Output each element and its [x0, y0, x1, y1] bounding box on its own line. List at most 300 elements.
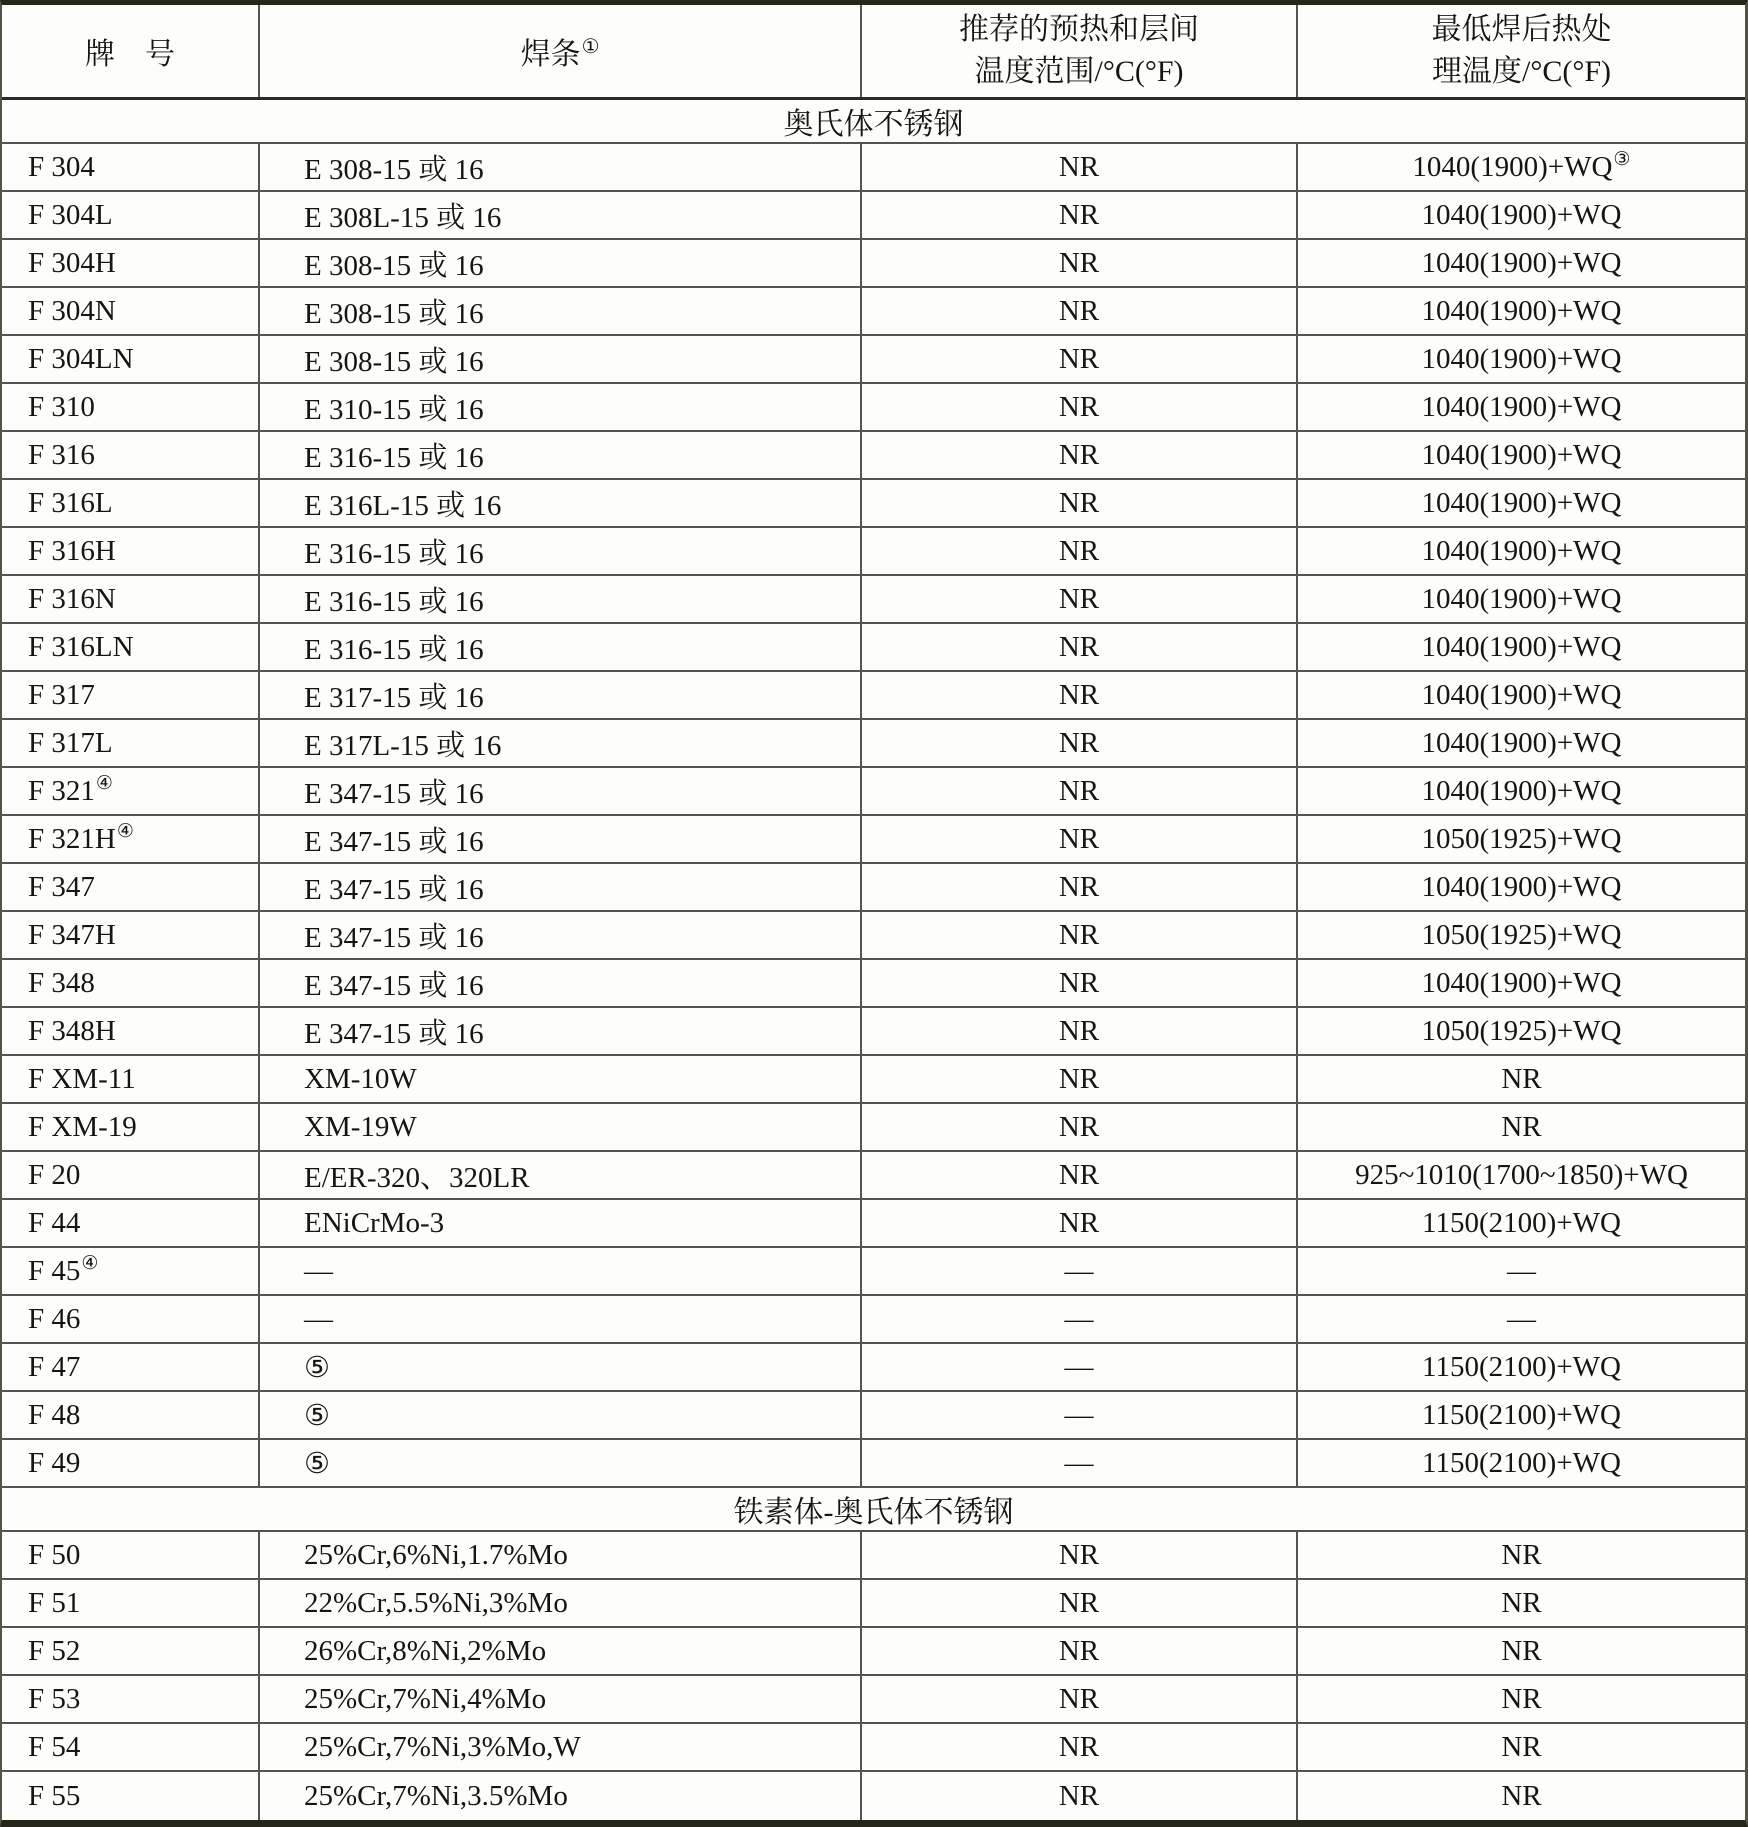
pwht-cell: [1298, 1152, 1745, 1198]
pwht-cell: [1298, 432, 1745, 478]
electrode-cell: [260, 240, 862, 286]
table-row: [2, 336, 1745, 384]
grade-cell-text: F XM-19: [28, 1110, 137, 1143]
preheat-cell: [862, 1248, 1298, 1294]
grade-cell: [2, 864, 260, 910]
table-row: [2, 1008, 1745, 1056]
electrode-cell-text: E 317-15 或 16: [304, 681, 484, 714]
electrode-cell: [260, 192, 862, 238]
electrode-cell-text: XM-10W: [304, 1062, 417, 1095]
pwht-cell: [1298, 960, 1745, 1006]
grade-cell-text: F 348: [28, 966, 95, 999]
electrode-cell-text: ⑤: [304, 1399, 330, 1432]
electrode-cell-text: 22%Cr,5.5%Ni,3%Mo: [304, 1586, 568, 1619]
grade-cell: [2, 240, 260, 286]
grade-cell: [2, 1580, 260, 1626]
pwht-cell: [1298, 1056, 1745, 1102]
grade-cell: [2, 1344, 260, 1390]
preheat-cell-text: NR: [1058, 630, 1100, 663]
table-row: [2, 1104, 1745, 1152]
grade-cell-text: F 55: [28, 1779, 81, 1812]
pwht-cell: [1298, 480, 1745, 526]
table-row: [2, 960, 1745, 1008]
electrode-cell-text: E 308-15 或 16: [304, 297, 484, 330]
grade-cell: [2, 432, 260, 478]
preheat-cell: [862, 1344, 1298, 1390]
electrode-cell: [260, 1296, 862, 1342]
electrode-cell-text: E 316-15 或 16: [304, 633, 484, 666]
pwht-cell-text: 1050(1925)+WQ: [1421, 1014, 1622, 1047]
pwht-cell-text: —: [1507, 1302, 1536, 1335]
preheat-cell-text: NR: [1058, 150, 1100, 183]
pwht-cell: [1298, 624, 1745, 670]
electrode-cell: [260, 1724, 862, 1770]
grade-cell-text: F 44: [28, 1206, 81, 1239]
preheat-cell: [862, 624, 1298, 670]
preheat-cell-text: NR: [1058, 342, 1100, 375]
electrode-cell: [260, 1392, 862, 1438]
grade-cell: [2, 1532, 260, 1578]
grade-cell-text: F 316N: [28, 582, 116, 615]
grade-cell-text: F 45④: [28, 1252, 99, 1287]
footnote-marker: ④: [81, 1252, 99, 1274]
preheat-cell-text: NR: [1058, 198, 1100, 231]
preheat-cell-text: NR: [1058, 1779, 1100, 1812]
pwht-cell-text: 1150(2100)+WQ: [1422, 1398, 1621, 1431]
preheat-cell-text: NR: [1058, 1634, 1100, 1667]
pwht-cell: [1298, 864, 1745, 910]
electrode-cell-text: —: [304, 1302, 333, 1335]
grade-cell: [2, 1296, 260, 1342]
preheat-cell: [862, 912, 1298, 958]
footnote-marker: ③: [1613, 148, 1631, 170]
section-header: [2, 1488, 1745, 1532]
preheat-cell: [862, 1056, 1298, 1102]
grade-cell: [2, 528, 260, 574]
electrode-cell-text: E 316-15 或 16: [304, 441, 484, 474]
pwht-cell: [1298, 1296, 1745, 1342]
section-title: 奥氏体不锈钢: [783, 108, 964, 141]
electrode-cell-text: ⑤: [304, 1351, 330, 1384]
grade-cell-text: F 54: [28, 1730, 81, 1763]
preheat-cell-text: NR: [1058, 1206, 1100, 1239]
preheat-cell: [862, 480, 1298, 526]
grade-cell-text: F 304H: [28, 246, 116, 279]
preheat-cell: [862, 576, 1298, 622]
preheat-cell: [862, 288, 1298, 334]
table-row: [2, 1724, 1745, 1772]
preheat-cell: [862, 1440, 1298, 1486]
electrode-cell: [260, 624, 862, 670]
grade-cell: [2, 1676, 260, 1722]
electrode-cell: [260, 816, 862, 862]
grade-cell: [2, 1628, 260, 1674]
preheat-cell-text: —: [1064, 1398, 1094, 1431]
pwht-cell: [1298, 768, 1745, 814]
pwht-cell-text: 1040(1900)+WQ: [1421, 438, 1622, 471]
electrode-cell: [260, 672, 862, 718]
table-row: [2, 432, 1745, 480]
pwht-cell-text: 1040(1900)+WQ: [1421, 486, 1622, 519]
grade-cell: [2, 1152, 260, 1198]
grade-cell: [2, 1724, 260, 1770]
grade-cell: [2, 672, 260, 718]
pwht-cell-text: 1040(1900)+WQ: [1421, 342, 1622, 375]
table-row: [2, 1344, 1745, 1392]
electrode-cell-text: E/ER-320、320LR: [304, 1161, 530, 1194]
grade-cell-text: F 304L: [28, 198, 113, 231]
grade-cell: [2, 1008, 260, 1054]
preheat-cell: [862, 1772, 1298, 1820]
pwht-cell-text: NR: [1501, 1062, 1542, 1095]
electrode-cell: [260, 1104, 862, 1150]
electrode-cell-text: E 317L-15 或 16: [304, 729, 502, 762]
preheat-cell-text: NR: [1058, 1158, 1100, 1191]
pwht-cell-text: NR: [1501, 1110, 1542, 1143]
preheat-cell-text: NR: [1058, 918, 1100, 951]
preheat-cell: [862, 1152, 1298, 1198]
pwht-cell-text: 1040(1900)+WQ: [1421, 966, 1622, 999]
electrode-cell-text: ENiCrMo-3: [304, 1206, 445, 1239]
table-row: [2, 1248, 1745, 1296]
electrode-cell-text: —: [304, 1254, 333, 1287]
grade-cell-text: F 53: [28, 1682, 81, 1715]
grade-cell-text: F 20: [28, 1158, 81, 1191]
pwht-cell-text: 1040(1900)+WQ: [1421, 630, 1622, 663]
preheat-cell-text: NR: [1058, 822, 1100, 855]
pwht-cell-text: NR: [1501, 1779, 1542, 1812]
pwht-cell-text: 1040(1900)+WQ: [1421, 246, 1622, 279]
electrode-cell: [260, 1532, 862, 1578]
grade-cell-text: F 304LN: [28, 342, 134, 375]
electrode-cell: [260, 1056, 862, 1102]
pwht-cell: [1298, 1628, 1745, 1674]
electrode-cell-text: E 308-15 或 16: [304, 345, 484, 378]
grade-cell-text: F 51: [28, 1586, 81, 1619]
table-row: [2, 672, 1745, 720]
grade-cell-text: F 347: [28, 870, 95, 903]
preheat-cell-text: NR: [1058, 1682, 1100, 1715]
table-row: [2, 864, 1745, 912]
pwht-cell: [1298, 288, 1745, 334]
electrode-cell: [260, 1248, 862, 1294]
electrode-cell-text: E 347-15 或 16: [304, 873, 484, 906]
pwht-cell-text: 1040(1900)+WQ: [1421, 582, 1622, 615]
preheat-cell: [862, 384, 1298, 430]
preheat-cell: [862, 528, 1298, 574]
grade-cell: [2, 720, 260, 766]
table-row: [2, 912, 1745, 960]
grade-cell-text: F 52: [28, 1634, 81, 1667]
preheat-cell-text: NR: [1058, 1062, 1100, 1095]
grade-cell-text: F 46: [28, 1302, 81, 1335]
grade-cell: [2, 192, 260, 238]
grade-cell: [2, 1248, 260, 1294]
pwht-cell: [1298, 1344, 1745, 1390]
preheat-cell: [862, 1580, 1298, 1626]
table-header-row: [2, 5, 1745, 100]
pwht-cell-text: 1050(1925)+WQ: [1421, 918, 1622, 951]
grade-cell-text: F 316L: [28, 486, 113, 519]
pwht-cell-text: NR: [1501, 1682, 1542, 1715]
electrode-cell-text: E 347-15 或 16: [304, 969, 484, 1002]
pwht-cell: [1298, 1200, 1745, 1246]
electrode-cell: [260, 1440, 862, 1486]
pwht-cell-text: 1150(2100)+WQ: [1422, 1206, 1621, 1239]
electrode-cell-text: 26%Cr,8%Ni,2%Mo: [304, 1634, 547, 1667]
electrode-cell-text: E 347-15 或 16: [304, 825, 484, 858]
pwht-cell: [1298, 336, 1745, 382]
pwht-cell-text: 1040(1900)+WQ: [1421, 726, 1622, 759]
electrode-cell: [260, 528, 862, 574]
grade-cell: [2, 960, 260, 1006]
electrode-cell: [260, 1628, 862, 1674]
electrode-cell: [260, 336, 862, 382]
pwht-cell: [1298, 1392, 1745, 1438]
preheat-cell: [862, 1724, 1298, 1770]
table-row: [2, 576, 1745, 624]
electrode-cell: [260, 288, 862, 334]
electrode-cell-text: 25%Cr,7%Ni,3.5%Mo: [304, 1779, 568, 1812]
preheat-cell-text: NR: [1058, 1730, 1100, 1763]
pwht-cell-text: NR: [1501, 1586, 1542, 1619]
preheat-cell: [862, 1628, 1298, 1674]
preheat-cell-text: NR: [1058, 1110, 1100, 1143]
pwht-cell-text: 1150(2100)+WQ: [1422, 1446, 1621, 1479]
pwht-cell-text: 1050(1925)+WQ: [1421, 822, 1622, 855]
pwht-cell-text: NR: [1501, 1634, 1542, 1667]
table-row: [2, 144, 1745, 192]
grade-cell: [2, 1392, 260, 1438]
pwht-cell: [1298, 1580, 1745, 1626]
grade-cell-text: F 310: [28, 390, 95, 423]
grade-cell-text: F 49: [28, 1446, 81, 1479]
preheat-cell-text: NR: [1058, 438, 1100, 471]
table-row: [2, 480, 1745, 528]
preheat-cell: [862, 1296, 1298, 1342]
table-row: [2, 1392, 1745, 1440]
table-row: [2, 816, 1745, 864]
preheat-cell-text: —: [1064, 1350, 1094, 1383]
preheat-cell-text: NR: [1058, 486, 1100, 519]
electrode-cell: [260, 1676, 862, 1722]
electrode-cell: [260, 1344, 862, 1390]
grade-cell-text: F 316H: [28, 534, 116, 567]
grade-cell: [2, 336, 260, 382]
electrode-cell-text: E 347-15 或 16: [304, 1017, 484, 1050]
table-row: [2, 1628, 1745, 1676]
preheat-cell: [862, 672, 1298, 718]
pwht-cell: [1298, 384, 1745, 430]
electrode-cell-text: ⑤: [304, 1447, 330, 1480]
electrode-cell: [260, 144, 862, 190]
electrode-cell: [260, 768, 862, 814]
electrode-cell: [260, 384, 862, 430]
preheat-cell: [862, 192, 1298, 238]
grade-cell: [2, 144, 260, 190]
electrode-cell: [260, 1772, 862, 1820]
grade-cell-text: F 316LN: [28, 630, 134, 663]
header-preheat: [862, 5, 1298, 97]
preheat-cell: [862, 720, 1298, 766]
preheat-cell-text: NR: [1058, 246, 1100, 279]
table-row: [2, 768, 1745, 816]
preheat-cell: [862, 1104, 1298, 1150]
pwht-cell: [1298, 1008, 1745, 1054]
grade-cell: [2, 912, 260, 958]
table-row: [2, 1580, 1745, 1628]
grade-cell: [2, 624, 260, 670]
preheat-cell-text: NR: [1058, 726, 1100, 759]
preheat-cell-text: —: [1064, 1302, 1094, 1335]
footnote-marker: ④: [95, 772, 114, 794]
pwht-cell: [1298, 672, 1745, 718]
header-grade-label: 牌 号: [85, 38, 175, 71]
grade-cell-text: F 304: [28, 150, 95, 183]
pwht-cell: [1298, 1724, 1745, 1770]
table-row: [2, 1200, 1745, 1248]
grade-cell-text: F 317L: [28, 726, 113, 759]
pwht-cell: [1298, 1104, 1745, 1150]
table-row: [2, 1532, 1745, 1580]
pwht-cell-text: 1040(1900)+WQ: [1421, 678, 1622, 711]
preheat-cell-text: NR: [1058, 870, 1100, 903]
electrode-cell: [260, 912, 862, 958]
electrode-cell: [260, 432, 862, 478]
electrode-cell: [260, 1008, 862, 1054]
pwht-cell-text: 1040(1900)+WQ: [1421, 774, 1622, 807]
preheat-cell: [862, 1532, 1298, 1578]
preheat-cell-text: NR: [1058, 1538, 1100, 1571]
pwht-cell-text: 1040(1900)+WQ: [1421, 198, 1622, 231]
table-row: [2, 1056, 1745, 1104]
preheat-cell: [862, 336, 1298, 382]
preheat-cell: [862, 768, 1298, 814]
preheat-cell-text: NR: [1058, 1586, 1100, 1619]
electrode-cell-text: E 347-15 或 16: [304, 921, 484, 954]
electrode-cell-text: E 316-15 或 16: [304, 585, 484, 618]
electrode-cell-text: E 308-15 或 16: [304, 153, 484, 186]
pwht-cell: [1298, 912, 1745, 958]
preheat-cell: [862, 1008, 1298, 1054]
preheat-cell-text: —: [1064, 1254, 1094, 1287]
preheat-cell: [862, 960, 1298, 1006]
pwht-cell-text: 925~1010(1700~1850)+WQ: [1355, 1158, 1688, 1191]
electrode-cell-text: E 316-15 或 16: [304, 537, 484, 570]
electrode-cell: [260, 576, 862, 622]
grade-cell: [2, 480, 260, 526]
pwht-cell-text: 1040(1900)+WQ: [1421, 294, 1622, 327]
electrode-cell: [260, 480, 862, 526]
table-row: [2, 192, 1745, 240]
grade-cell: [2, 288, 260, 334]
pwht-cell-text: 1040(1900)+WQ: [1421, 534, 1622, 567]
grade-cell: [2, 768, 260, 814]
preheat-cell-text: NR: [1058, 534, 1100, 567]
grade-cell-text: F 347H: [28, 918, 116, 951]
electrode-cell-text: E 308-15 或 16: [304, 249, 484, 282]
table-row: [2, 1676, 1745, 1724]
header-pwht: [1298, 5, 1745, 97]
electrode-cell-text: E 316L-15 或 16: [304, 489, 502, 522]
table-row: [2, 1772, 1745, 1820]
grade-cell-text: F 348H: [28, 1014, 116, 1047]
pwht-cell-text: NR: [1501, 1538, 1542, 1571]
pwht-cell-text: 1040(1900)+WQ: [1421, 390, 1622, 423]
table-row: [2, 1296, 1745, 1344]
pwht-cell: [1298, 1676, 1745, 1722]
pwht-cell: [1298, 528, 1745, 574]
table-row: [2, 1440, 1745, 1488]
pwht-cell-text: 1150(2100)+WQ: [1422, 1350, 1621, 1383]
pwht-cell: [1298, 576, 1745, 622]
grade-cell-text: F XM-11: [28, 1062, 136, 1095]
pwht-cell: [1298, 816, 1745, 862]
electrode-cell: [260, 1200, 862, 1246]
electrode-cell: [260, 864, 862, 910]
header-preheat-label: 推荐的预热和层间 温度范围/°C(°F): [959, 13, 1199, 88]
table-row: [2, 288, 1745, 336]
preheat-cell-text: NR: [1058, 1014, 1100, 1047]
preheat-cell-text: NR: [1058, 966, 1100, 999]
electrode-cell-text: E 310-15 或 16: [304, 393, 484, 426]
table-row: [2, 1152, 1745, 1200]
grade-cell-text: F 317: [28, 678, 95, 711]
grade-cell-text: F 48: [28, 1398, 81, 1431]
pwht-cell: [1298, 240, 1745, 286]
grade-cell: [2, 1440, 260, 1486]
preheat-cell-text: NR: [1058, 294, 1100, 327]
grade-cell-text: F 47: [28, 1350, 81, 1383]
section-header: [2, 100, 1745, 144]
preheat-cell-text: NR: [1058, 390, 1100, 423]
electrode-cell-text: 25%Cr,6%Ni,1.7%Mo: [304, 1538, 568, 1571]
grade-cell: [2, 816, 260, 862]
grade-cell-text: F 50: [28, 1538, 81, 1571]
electrode-cell-text: E 347-15 或 16: [304, 777, 484, 810]
preheat-cell-text: NR: [1058, 774, 1100, 807]
preheat-cell: [862, 144, 1298, 190]
pwht-cell: [1298, 720, 1745, 766]
grade-cell: [2, 576, 260, 622]
footnote-1-marker: ①: [581, 36, 600, 58]
grade-cell: [2, 1772, 260, 1820]
preheat-cell-text: —: [1064, 1446, 1094, 1479]
table-row: [2, 240, 1745, 288]
pwht-cell-text: 1040(1900)+WQ③: [1412, 148, 1631, 183]
electrode-cell-text: XM-19W: [304, 1110, 417, 1143]
electrode-cell: [260, 1580, 862, 1626]
electrode-cell: [260, 1152, 862, 1198]
pwht-cell: [1298, 1248, 1745, 1294]
preheat-cell: [862, 1392, 1298, 1438]
grade-cell: [2, 1056, 260, 1102]
preheat-cell: [862, 864, 1298, 910]
grade-cell: [2, 1104, 260, 1150]
grade-cell: [2, 384, 260, 430]
electrode-cell-text: 25%Cr,7%Ni,4%Mo: [304, 1682, 547, 1715]
electrode-cell: [260, 960, 862, 1006]
table-row: [2, 720, 1745, 768]
table-body: [2, 100, 1745, 1820]
preheat-cell: [862, 240, 1298, 286]
pwht-cell-text: 1040(1900)+WQ: [1421, 870, 1622, 903]
electrode-cell-text: 25%Cr,7%Ni,3%Mo,W: [304, 1730, 581, 1763]
table-row: [2, 624, 1745, 672]
preheat-cell: [862, 1676, 1298, 1722]
pwht-cell-text: —: [1507, 1254, 1536, 1287]
pwht-cell-text: NR: [1501, 1730, 1542, 1763]
